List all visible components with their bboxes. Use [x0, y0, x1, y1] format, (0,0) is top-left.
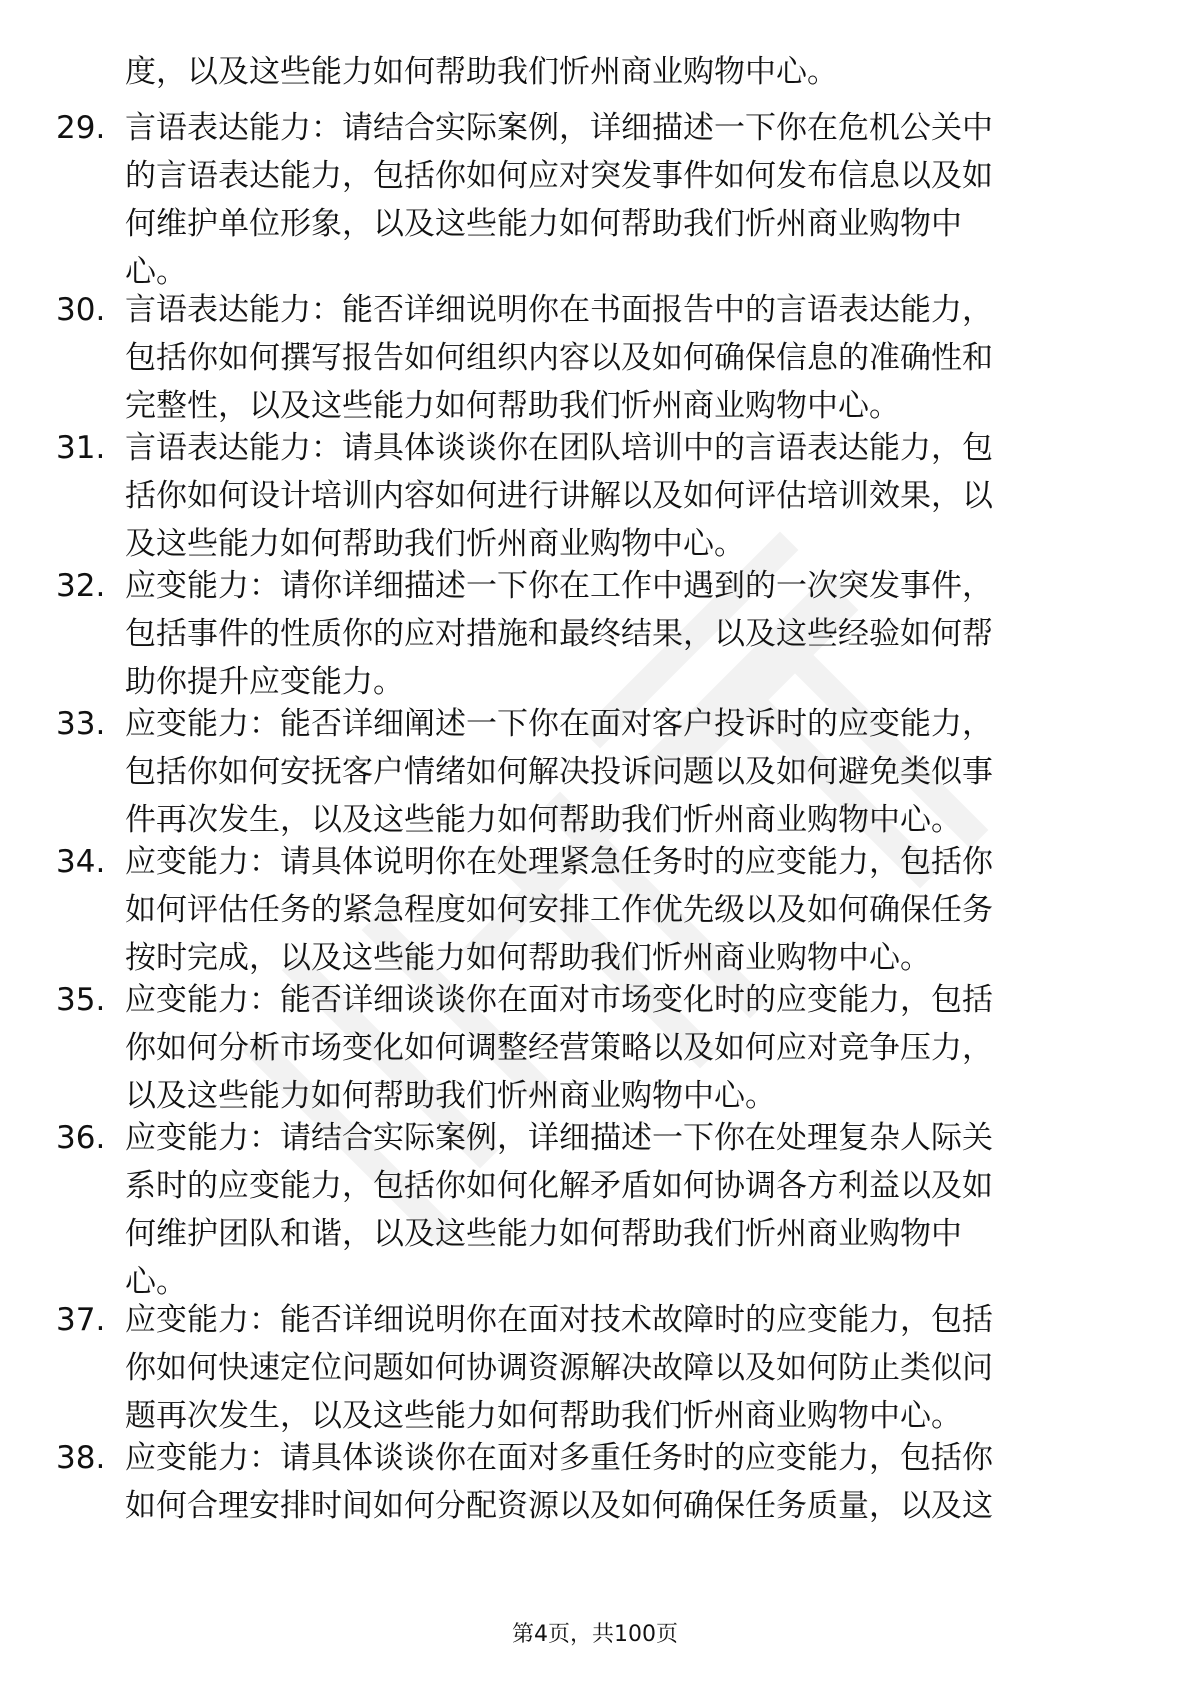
item-text-line: 言语表达能力：请结合实际案例，详细描述一下你在危机公关中: [125, 110, 993, 146]
item-text-line: 助你提升应变能力。: [125, 664, 404, 700]
list-item: [56, 104, 1116, 296]
item-number: 29.: [56, 110, 106, 146]
item-text-line: 应变能力：能否详细谈谈你在面对市场变化时的应变能力，包括: [125, 982, 993, 1018]
continuation-text: 度，以及这些能力如何帮助我们忻州商业购物中心。: [125, 54, 838, 90]
item-number: 37.: [56, 1302, 106, 1338]
item-number: 32.: [56, 568, 106, 604]
item-text-line: 及这些能力如何帮助我们忻州商业购物中心。: [125, 526, 745, 562]
item-text-line: 何维护团队和谐，以及这些能力如何帮助我们忻州商业购物中: [125, 1216, 962, 1252]
list-item: [56, 1296, 1116, 1440]
item-text-line: 应变能力：能否详细阐述一下你在面对客户投诉时的应变能力，: [125, 706, 993, 742]
list-item: [56, 700, 1116, 844]
list-item: [56, 562, 1116, 706]
item-text-line: 的言语表达能力，包括你如何应对突发事件如何发布信息以及如: [125, 158, 993, 194]
item-text-line: 完整性，以及这些能力如何帮助我们忻州商业购物中心。: [125, 388, 900, 424]
page-footer: 第4页，共100页: [512, 1622, 678, 1647]
item-text-line: 题再次发生，以及这些能力如何帮助我们忻州商业购物中心。: [125, 1398, 962, 1434]
item-text-line: 言语表达能力：请具体谈谈你在团队培训中的言语表达能力，包: [125, 430, 993, 466]
item-number: 30.: [56, 292, 106, 328]
item-text-line: 如何合理安排时间如何分配资源以及如何确保任务质量，以及这: [125, 1488, 993, 1524]
list-item: [56, 1114, 1116, 1306]
item-text-line: 何维护单位形象，以及这些能力如何帮助我们忻州商业购物中: [125, 206, 962, 242]
item-text-line: 应变能力：请具体谈谈你在面对多重任务时的应变能力，包括你: [125, 1440, 993, 1476]
item-number: 31.: [56, 430, 106, 466]
list-item: [56, 286, 1116, 430]
item-text-line: 心。: [125, 254, 187, 290]
item-text-line: 按时完成，以及这些能力如何帮助我们忻州商业购物中心。: [125, 940, 931, 976]
item-text-line: 以及这些能力如何帮助我们忻州商业购物中心。: [125, 1078, 776, 1114]
list-item: [56, 1434, 1116, 1530]
item-text-line: 你如何分析市场变化如何调整经营策略以及如何应对竞争压力，: [125, 1030, 993, 1066]
item-number: 38.: [56, 1440, 106, 1476]
item-number: 36.: [56, 1120, 106, 1156]
list-item: [56, 838, 1116, 982]
item-text-line: 应变能力：请具体说明你在处理紧急任务时的应变能力，包括你: [125, 844, 993, 880]
list-item: [56, 976, 1116, 1120]
item-text-line: 心。: [125, 1264, 187, 1300]
item-text-line: 包括事件的性质你的应对措施和最终结果，以及这些经验如何帮: [125, 616, 993, 652]
item-number: 34.: [56, 844, 106, 880]
item-text-line: 包括你如何安抚客户情绪如何解决投诉问题以及如何避免类似事: [125, 754, 993, 790]
item-text-line: 应变能力：能否详细说明你在面对技术故障时的应变能力，包括: [125, 1302, 993, 1338]
item-text-line: 应变能力：请你详细描述一下你在工作中遇到的一次突发事件，: [125, 568, 993, 604]
item-text-line: 如何评估任务的紧急程度如何安排工作优先级以及如何确保任务: [125, 892, 993, 928]
item-text-line: 应变能力：请结合实际案例，详细描述一下你在处理复杂人际关: [125, 1120, 993, 1156]
item-text-line: 件再次发生，以及这些能力如何帮助我们忻州商业购物中心。: [125, 802, 962, 838]
item-text-line: 系时的应变能力，包括你如何化解矛盾如何协调各方利益以及如: [125, 1168, 993, 1204]
item-number: 35.: [56, 982, 106, 1018]
item-number: 33.: [56, 706, 106, 742]
item-text-line: 言语表达能力：能否详细说明你在书面报告中的言语表达能力，: [125, 292, 993, 328]
item-text-line: 包括你如何撰写报告如何组织内容以及如何确保信息的准确性和: [125, 340, 993, 376]
list-item: [56, 424, 1116, 568]
item-text-line: 你如何快速定位问题如何协调资源解决故障以及如何防止类似问: [125, 1350, 993, 1386]
item-text-line: 括你如何设计培训内容如何进行讲解以及如何评估培训效果，以: [125, 478, 993, 514]
